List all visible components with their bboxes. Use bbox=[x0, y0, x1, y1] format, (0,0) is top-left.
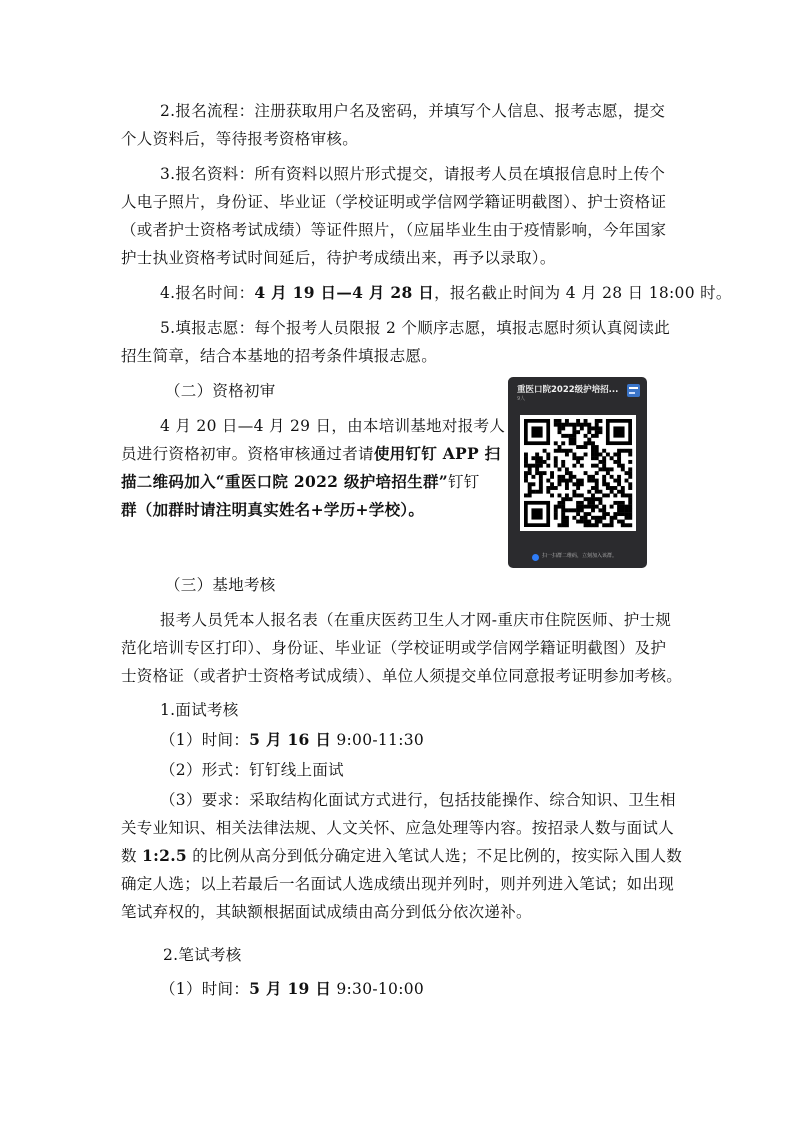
text-run: （或者护士资格考试成绩）等证件照片，（应届毕业生由于疫情影响，今年国家 bbox=[121, 221, 667, 239]
paragraph-line bbox=[160, 279, 732, 307]
text-run: 4.报名时间： bbox=[160, 284, 255, 302]
text-run: （2）形式：钉钉线上面试 bbox=[160, 761, 344, 779]
group-avatar-icon bbox=[627, 384, 640, 397]
bold-text-run: 使用钉钉 APP 扫 bbox=[373, 444, 501, 463]
text-run: 报考人员凭本人报名表（在重庆医药卫生人才网-重庆市住院医师、护士规 bbox=[160, 611, 672, 629]
paragraph-line bbox=[160, 314, 670, 342]
paragraph-line bbox=[163, 941, 242, 969]
text-run: 员进行资格初审。资格审核通过者请 bbox=[121, 445, 374, 463]
paragraph-line bbox=[121, 468, 480, 496]
text-run: （二）资格初审 bbox=[165, 382, 276, 400]
paragraph-line bbox=[165, 571, 276, 599]
paragraph-line bbox=[121, 634, 666, 662]
text-run: 3.报名资料：所有资料以照片形式提交，请报考人员在填报信息时上传个 bbox=[160, 165, 666, 183]
qr-footer-text: 扫一扫群二维码，立刻加入该群。 bbox=[542, 553, 618, 559]
text-run: （3）要求：采取结构化面试方式进行，包括技能操作、综合知识、卫生相 bbox=[160, 791, 676, 809]
paragraph-line bbox=[160, 97, 665, 125]
bold-text-run: 描二维码加入“重医口院 2022 级护培招生群” bbox=[121, 472, 448, 491]
paragraph-line bbox=[165, 377, 276, 405]
text-run: 关专业知识、相关法律法规、人文关怀、应急处理等内容。按招录人数与面试人 bbox=[121, 819, 675, 837]
qr-code-icon bbox=[520, 415, 636, 531]
text-run: 2.笔试考核 bbox=[163, 946, 242, 964]
paragraph-line bbox=[121, 496, 424, 524]
paragraph-line bbox=[160, 606, 671, 634]
text-run: （1）时间： bbox=[160, 731, 250, 749]
qr-group-title: 重医口院2022级护培招... bbox=[517, 385, 619, 395]
paragraph-line bbox=[121, 216, 666, 244]
paragraph-line bbox=[160, 160, 665, 188]
text-run: 钉钉 bbox=[447, 473, 480, 491]
text-run: 5.填报志愿：每个报考人员限报 2 个顺序志愿，填报志愿时须认真阅读此 bbox=[160, 319, 671, 337]
qr-group-member-count: 9人 bbox=[517, 396, 526, 402]
text-run: 数 bbox=[121, 847, 143, 865]
bold-text-run: 1:2.5 bbox=[142, 846, 188, 865]
bold-text-run: 4 月 19 日—4 月 28 日 bbox=[254, 283, 435, 302]
text-run: 1.面试考核 bbox=[160, 701, 239, 719]
paragraph-line bbox=[121, 814, 674, 842]
text-run: 护士执业资格考试时间延后，待护考成绩出来，再予以录取）。 bbox=[121, 249, 556, 267]
scan-icon bbox=[532, 554, 539, 561]
paragraph-line bbox=[121, 662, 682, 690]
text-run: 9:00-11:30 bbox=[331, 731, 425, 749]
paragraph-line bbox=[160, 756, 344, 784]
paragraph-line bbox=[160, 975, 424, 1003]
paragraph-line bbox=[160, 726, 424, 754]
text-run: 招生简章，结合本基地的招考条件填报志愿。 bbox=[121, 347, 438, 365]
bold-text-run: 5 月 16 日 bbox=[249, 730, 332, 749]
text-run: 2.报名流程：注册获取用户名及密码，并填写个人信息、报考志愿，提交 bbox=[160, 102, 666, 120]
text-run: 笔试弃权的，其缺额根据面试成绩由高分到低分依次递补。 bbox=[121, 903, 532, 921]
paragraph-line bbox=[160, 696, 239, 724]
paragraph-line bbox=[121, 342, 437, 370]
paragraph-line bbox=[121, 125, 358, 153]
qr-code-image bbox=[520, 415, 636, 531]
bold-text-run: 群（加群时请注明真实姓名+学历+学校）。 bbox=[121, 500, 425, 519]
paragraph-line bbox=[121, 440, 500, 468]
paragraph-line bbox=[121, 188, 666, 216]
text-run: 的比例从高分到低分确定进入笔试人选；不足比例的，按实际入围人数 bbox=[187, 847, 683, 865]
bold-text-run: 5 月 19 日 bbox=[249, 979, 332, 998]
text-run: （1）时间： bbox=[160, 980, 250, 998]
paragraph-line bbox=[160, 412, 505, 440]
text-run: 士资格证（或者护士资格考试成绩）、单位人须提交单位同意报考证明参加考核。 bbox=[121, 667, 683, 685]
text-run: ，报名截止时间为 4 月 28 日 18:00 时。 bbox=[434, 284, 732, 302]
dingtalk-group-qr-card bbox=[508, 377, 647, 568]
paragraph-line bbox=[121, 898, 532, 926]
paragraph-line bbox=[121, 244, 556, 272]
text-run: 人电子照片，身份证、毕业证（学校证明或学信网学籍证明截图）、护士资格证 bbox=[121, 193, 667, 211]
text-run: 4 月 20 日—4 月 29 日，由本培训基地对报考人 bbox=[160, 417, 506, 435]
text-run: 个人资料后，等待报考资格审核。 bbox=[121, 130, 359, 148]
paragraph-line bbox=[121, 842, 682, 870]
text-run: 确定人选；以上若最后一名面试人选成绩出现并列时，则并列进入笔试；如出现 bbox=[121, 875, 675, 893]
paragraph-line bbox=[121, 870, 674, 898]
text-run: 范化培训专区打印）、身份证、毕业证（学校证明或学信网学籍证明截图）及护 bbox=[121, 639, 667, 657]
paragraph-line bbox=[160, 786, 676, 814]
text-run: 9:30-10:00 bbox=[331, 980, 425, 998]
text-run: （三）基地考核 bbox=[165, 576, 276, 594]
